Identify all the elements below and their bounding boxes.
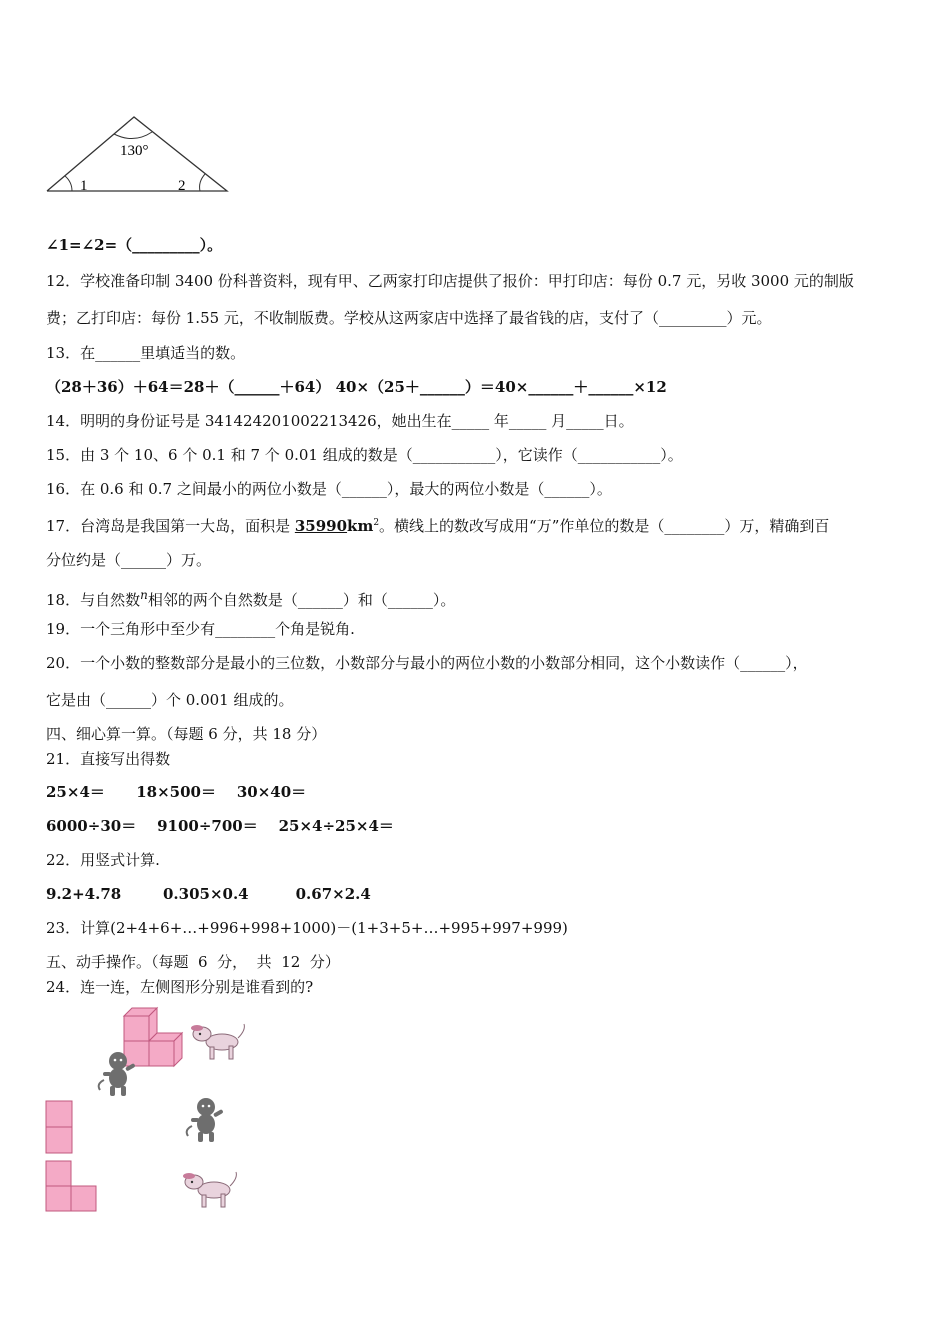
q23: 23．计算(2+4+6+…+996+998+1000)－(1+3+5+…+995+997+999) [46, 919, 568, 937]
q17-number: 35990 [294, 517, 348, 535]
q14: 14．明明的身份证号是 341424201002213426，她出生在_____ 年_____ 月_____日。 [46, 412, 634, 430]
dog-icon [182, 1168, 240, 1210]
q21-row1: 25×4＝ 18×500＝ 30×40＝ [46, 783, 307, 801]
q17-sup: 2 [373, 518, 380, 528]
section-5-heading: 五、动手操作。（每题 6 分， 共 12 分） [46, 953, 340, 971]
q12-line2: 费；乙打印店：每份 1.55 元，不收制版费。学校从这两家店中选择了最省钱的店，支付了（_________）元。 [46, 309, 772, 327]
q18-pre: 18．与自然数 [46, 591, 141, 609]
q22-title: 22．用竖式计算. [46, 851, 160, 869]
q17-line1 [46, 513, 829, 536]
q11-answer: ∠1=∠2=（_________）。 [46, 236, 223, 254]
q18 [46, 585, 455, 610]
q17-post: 。横线上的数改写成用“万”作单位的数是（________）万，精确到百 [379, 517, 830, 535]
monkey-icon [94, 1050, 142, 1098]
monkey-icon [182, 1096, 230, 1144]
q21-title: 21．直接写出得数 [46, 750, 171, 768]
section-4-heading: 四、细心算一算。（每题 6 分，共 18 分） [46, 725, 327, 743]
q18-var: n [140, 588, 148, 602]
angle-1-label: 1 [80, 178, 88, 194]
dog-icon [190, 1020, 248, 1062]
q20-line1: 20．一个小数的整数部分是最小的三位数，小数部分与最小的两位小数的小数部分相同，这个小数读作（______）， [46, 654, 808, 672]
q17-line2: 分位约是（______）万。 [46, 551, 212, 569]
angle-top-label: 130° [120, 143, 149, 159]
q16: 16．在 0.6 和 0.7 之间最小的两位小数是（______），最大的两位小数是（______）。 [46, 480, 612, 498]
q13-title: 13．在______里填适当的数。 [46, 344, 246, 362]
q22-row: 9.2+4.78 0.305×0.4 0.67×2.4 [46, 885, 371, 903]
q17-pre: 17．台湾岛是我国第一大岛，面积是 [46, 517, 295, 535]
q18-post: 相邻的两个自然数是（______）和（______）。 [147, 591, 456, 609]
angle-2-label: 2 [178, 178, 186, 194]
q21-row2: 6000÷30＝ 9100÷700＝ 25×4÷25×4＝ [46, 817, 394, 835]
q24: 24．连一连，左侧图形分别是谁看到的? [46, 978, 314, 996]
triangle-figure [40, 108, 240, 198]
q15: 15．由 3 个 10、6 个 0.1 和 7 个 0.01 组成的数是（___________），它读作（___________）。 [46, 446, 683, 464]
view-vertical-two [45, 1100, 75, 1156]
q12-line1: 12．学校准备印制 3400 份科普资料，现有甲、乙两家打印店提供了报价：甲打印店：每份 0.7 元，另收 3000 元的制版 [46, 272, 854, 290]
q13-formulas: （28＋36）＋64＝28＋（______＋64） 40×（25＋______）＝40×______＋______×12 [46, 378, 667, 396]
q17-unit: km [347, 517, 374, 535]
q20-line2: 它是由（______）个 0.001 组成的。 [46, 691, 294, 709]
q19: 19．一个三角形中至少有________个角是锐角. [46, 620, 355, 638]
view-l-shape [45, 1160, 101, 1216]
